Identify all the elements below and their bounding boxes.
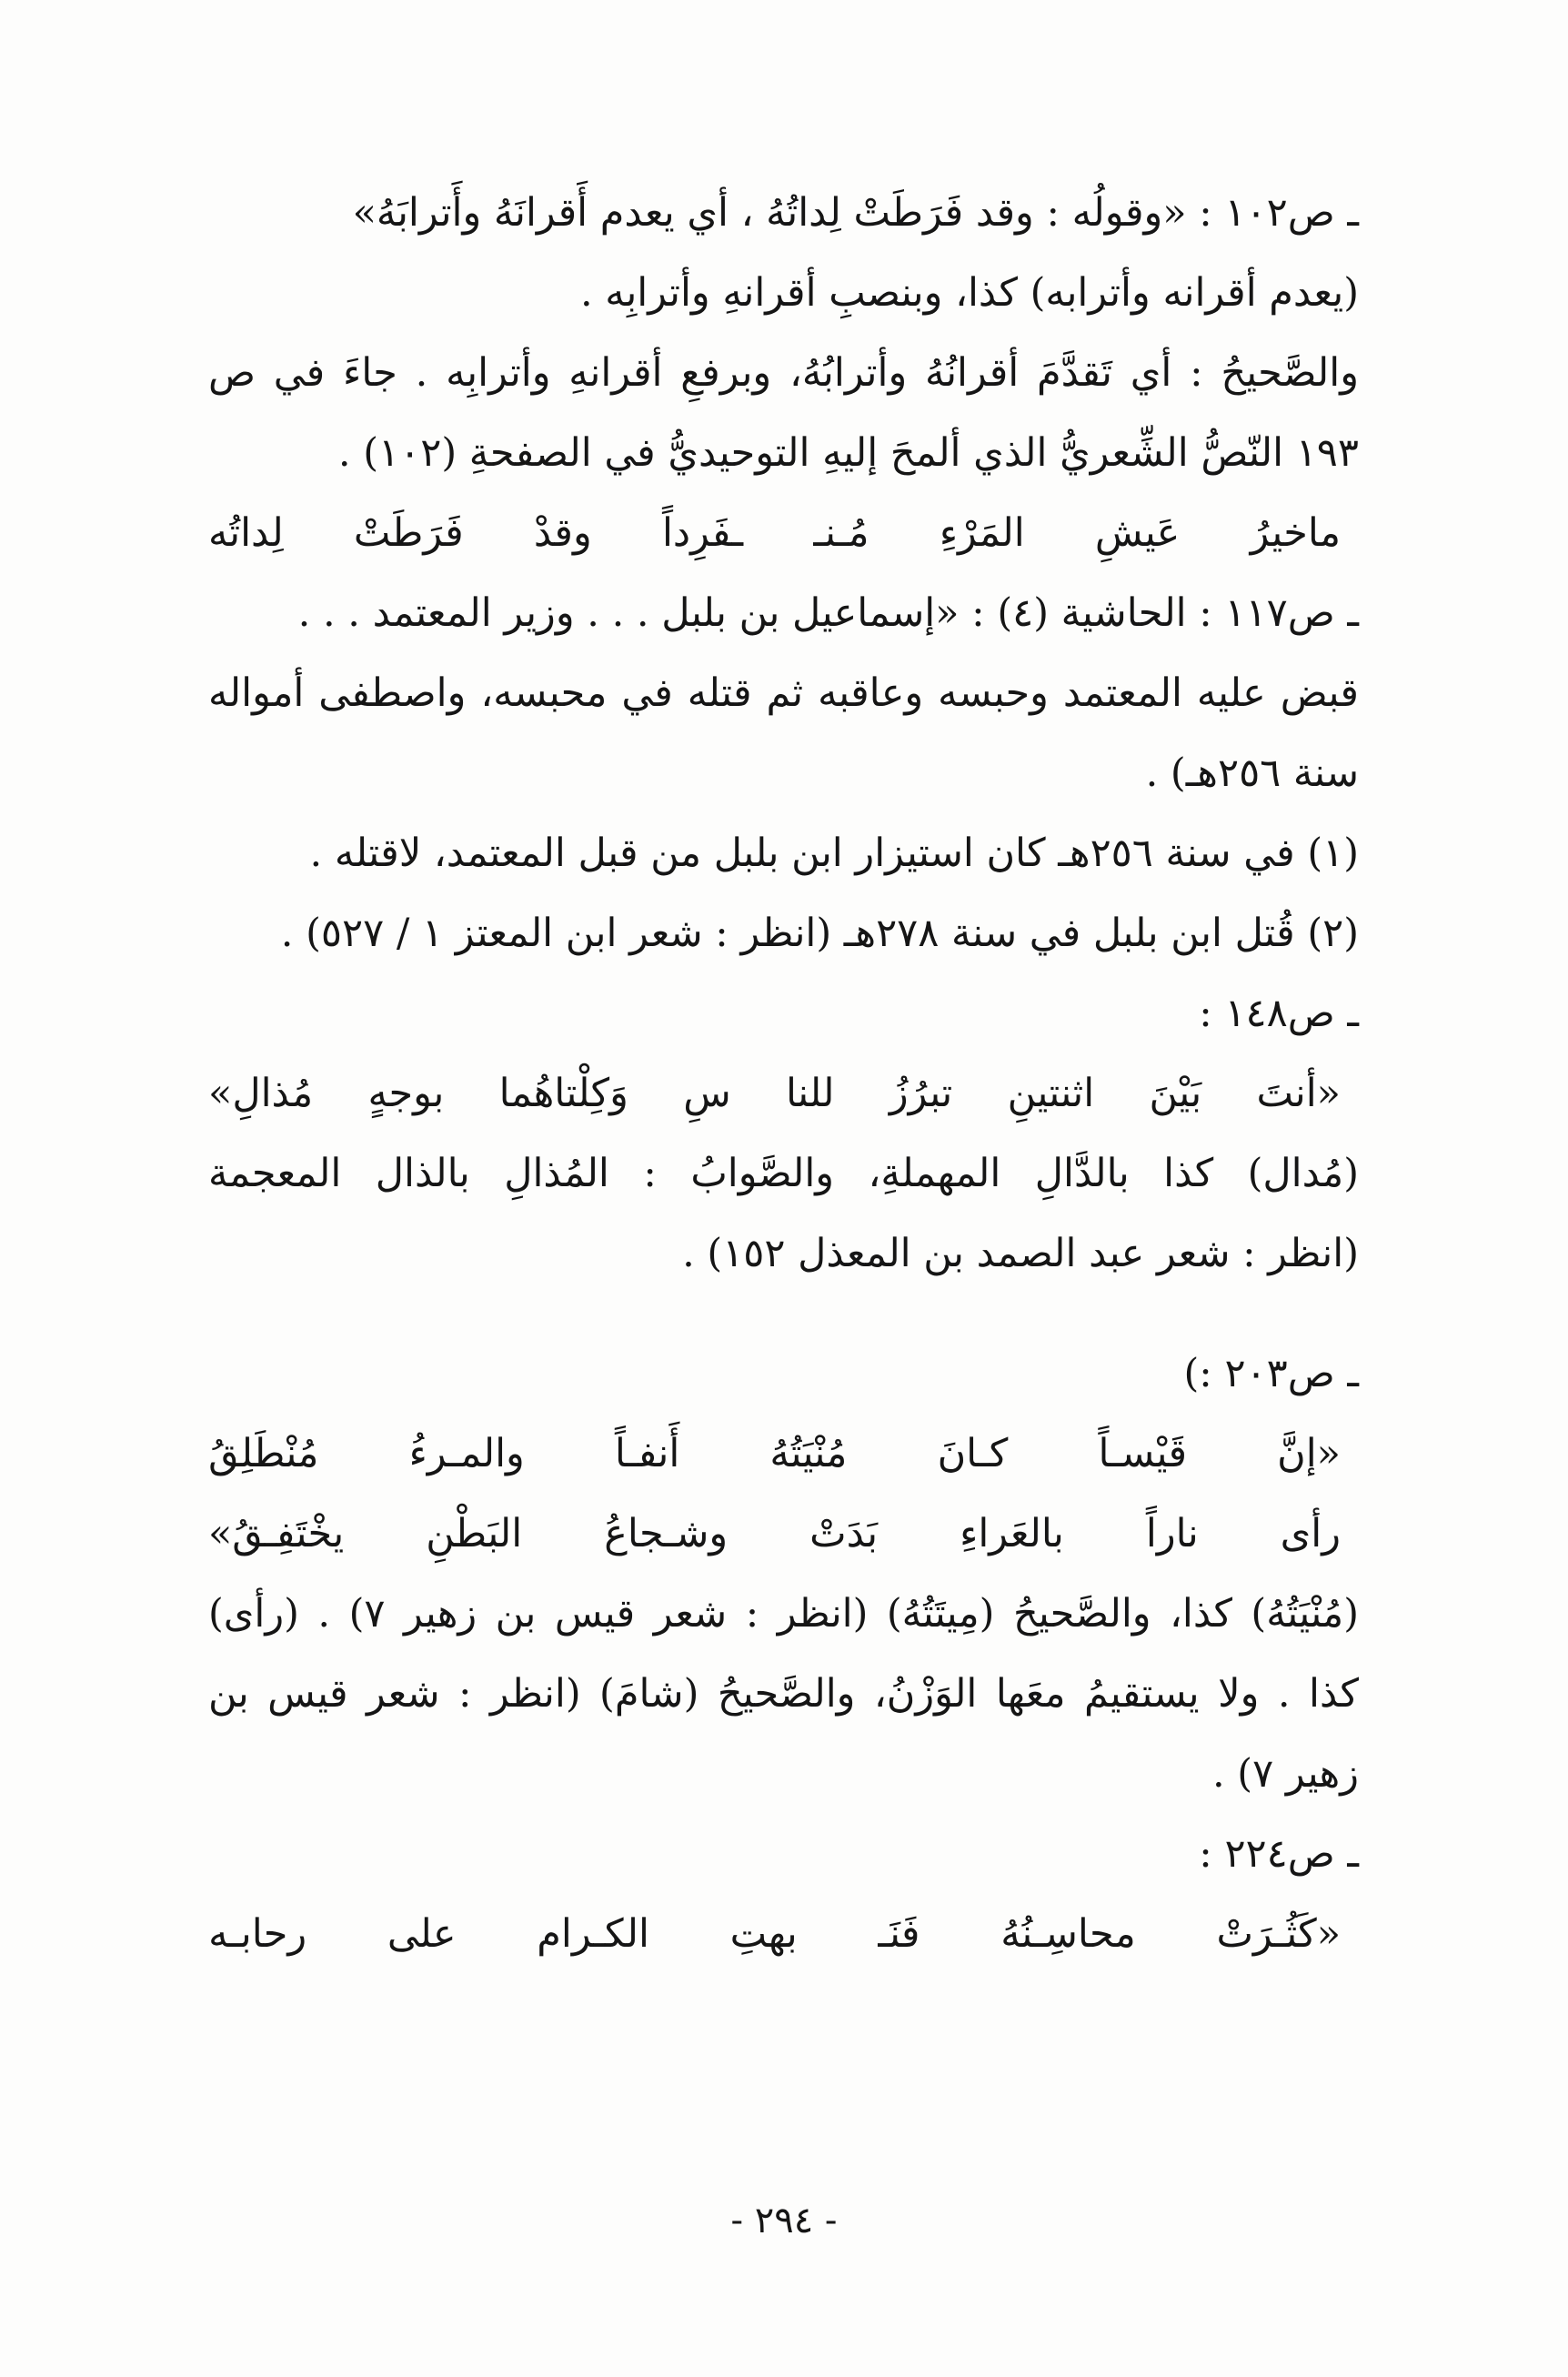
page-number: - ٢٩٤ - [730,2200,838,2241]
entry-203-verse-1 [208,1414,1359,1494]
verse-word: يخْتَفِـقُ» [208,1511,345,1556]
verse-word: بَيْنَ [1149,1071,1202,1116]
verse-word: مُذالِ» [208,1071,314,1116]
entry-117-line-2: قبض عليه المعتمد وحبسه وعاقبه ثم قتله في محبسه، واصطفى أمواله [208,670,1359,716]
verse-word: بوجهٍ [367,1071,445,1116]
verse-word: والمـرءُ [408,1431,525,1476]
verse-word: وَكِلْتاهُما [498,1071,628,1116]
entry-102-line-4: ١٩٣ النّصُّ الشِّعريُّ الذي ألمحَ إليهِ التوحيديُّ في الصفحةِ (١٠٢) . [337,430,1359,476]
entry-224-verse [208,1894,1359,1974]
verse-word: للنا [786,1071,835,1116]
verse-word: البَطْنِ [426,1511,523,1556]
entry-148-line-1: (مُدال) كذا بالدَّالِ المهملةِ، والصَّوابُ : المُذالِ بالذال المعجمة [208,1151,1359,1196]
verse-word: «أنتَ [1256,1071,1341,1116]
entry-117-note-2: (٢) قُتل ابن بلبل في سنة ٢٧٨هـ (انظر : شعر ابن المعتز ١ / ٥٢٧) . [280,911,1359,956]
entry-102-line-2: (يعدم أقرانه وأترابه) كذا، وبنصبِ أقرانهِ وأترابِه . [579,270,1359,316]
verse-word: فَرَطَتْ [353,510,464,556]
verse-word: بَدَتْ [809,1511,879,1556]
entry-203-heading: ـ ص٢٠٣ :) [1183,1351,1359,1396]
verse-word: على [387,1911,457,1957]
page-body [208,173,1359,1974]
entry-102-verse [208,493,1359,573]
verse-word: مُنْطَلِقُ [208,1431,319,1476]
entry-117-note-1: (١) في سنة ٢٥٦هـ كان استيزار ابن بلبل من قبل المعتمد، لاقتله . [309,831,1359,876]
entry-102-line-3: والصَّحيحُ : أي تَقدَّمَ أقرانُهُ وأترابُهُ، وبرفعِ أقرانهِ وأترابِه . جاءَ في ص [208,350,1359,396]
entry-117-line-3: سنة ٢٥٦هـ) . [1145,750,1359,796]
verse-word: تبرُزُ [889,1071,953,1116]
verse-word: ماخيرُ [1250,510,1341,556]
verse-word: فَنَـ [878,1911,920,1957]
verse-word: بالعَراءِ [960,1511,1064,1556]
verse-word: لِداتُه [208,510,284,556]
verse-word: رأى [1280,1511,1341,1556]
verse-word: الكـرام [537,1911,649,1957]
entry-148-line-2: (انظر : شعر عبد الصمد بن المعذل ١٥٢) . [682,1231,1359,1276]
verse-word: قَيْسـاً [1098,1431,1188,1476]
verse-word: عَيشِ [1094,510,1181,556]
section-gap [208,1294,1359,1334]
entry-203-line-1: (مُنْيَتُهُ) كذا، والصَّحيحُ (مِيتَتُهُ) (انظر : شعر قيس بن زهير ٧) . (رأى) [208,1591,1359,1637]
entry-203-line-2: كذا . ولا يستقيمُ معَها الوَزْنُ، والصَّحيحُ (شامَ) (انظر : شعر قيس بن [208,1671,1359,1717]
entry-203-verse-2 [208,1494,1359,1574]
verse-word: اثنتينِ [1007,1071,1095,1116]
verse-word: كـانَ [937,1431,1009,1476]
verse-word: وقدْ [533,510,592,556]
entry-148-heading: ـ ص١٤٨ : [1199,991,1359,1036]
verse-word: محاسِـنُهُ [1000,1911,1136,1957]
verse-word: ـفَرِداً [661,510,744,556]
entry-148-verse [208,1053,1359,1133]
verse-word: «كَثُـرَتْ [1216,1911,1341,1957]
verse-word: «إنَّ [1277,1431,1341,1476]
entry-224-heading: ـ ص٢٢٤ : [1199,1831,1359,1877]
entry-117-heading: ـ ص١١٧ : الحاشية (٤) : «إسماعيل بن بلبل . . . وزير المعتمد . . . [297,590,1359,636]
verse-word: ناراً [1145,1511,1199,1556]
verse-word: أَنفـاً [614,1431,680,1476]
verse-word: المَرْءِ [939,510,1025,556]
verse-word: مُنْيَتُهُ [769,1431,848,1476]
entry-203-line-3: زهير ٧) . [1211,1751,1359,1797]
verse-word: سِ [683,1071,731,1116]
verse-word: وشـجاعُ [604,1511,729,1556]
verse-word: رحابـه [208,1911,307,1957]
verse-word: مُـنـ [813,510,869,556]
verse-word: بهتِ [729,1911,798,1957]
entry-102-heading: ـ ص١٠٢ : «وقولُه : وقد فَرَطَتْ لِداتُهُ ، أي يعدم أَقرانَهُ وأَترابَهُ» [352,190,1359,236]
